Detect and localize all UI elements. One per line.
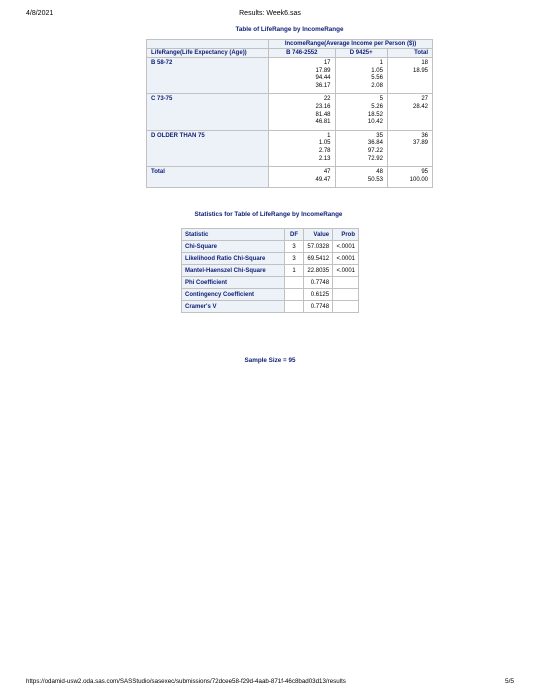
stats-row [182,289,359,301]
crosstab-cell-value: 18.52 [367,111,383,118]
crosstab-cell-value: 22 [323,96,331,103]
stats-cell: 57.0328 [304,241,333,253]
crosstab-cell [335,167,387,188]
stats-statistic-label: Mantel-Haenszel Chi-Square [182,265,285,277]
stats-cell: 22.8035 [304,265,333,277]
crosstab-cell-value: 94.44 [315,75,331,82]
stats-col-header: DF [285,229,304,241]
crosstab-cell-value: 27 [421,96,428,103]
crosstab-cell [387,58,432,94]
stats-cell: 3 [285,253,304,265]
crosstab-cell [387,94,432,130]
crosstab-cell-value: 49.47 [315,176,331,183]
crosstab-row-header: LifeRange(Life Expectancy (Age)) [147,49,269,58]
stats-cell: 0.7748 [304,277,333,289]
stats-cell: 0.6125 [304,289,333,301]
crosstab-cell-value: 28.42 [412,103,428,110]
crosstab-cell [269,94,335,130]
crosstab-title: Table of LifeRange by IncomeRange [235,26,344,33]
stats-col-header: Statistic [182,229,285,241]
crosstab-cell [335,94,387,130]
crosstab-cell-value: 36 [421,132,428,139]
crosstab-col-header: D 9425+ [335,49,387,58]
stats-row [182,241,359,253]
crosstab-cell-value: 97.22 [367,147,383,154]
crosstab-cell-value: 95 [421,169,428,176]
crosstab-cell-value: 10.42 [367,119,383,126]
crosstab-cell-value: 2.08 [371,82,383,89]
stats-cell: 69.5412 [304,253,333,265]
crosstab-cell [387,130,432,166]
crosstab-row-label: D OLDER THAN 75 [147,130,269,166]
crosstab-cell-value: 17.89 [315,67,331,74]
stats-cell [285,289,304,301]
stats-cell [333,289,359,301]
stats-title: Statistics for Table of LifeRange by IncomeRange [194,211,343,218]
crosstab-cell-value: 5 [379,96,383,103]
stats-table [181,228,359,313]
crosstab-cell-value: 1.05 [318,140,331,147]
crosstab-row [147,167,433,188]
stats-statistic-label: Contingency Coefficient [182,289,285,301]
stats-statistic-label: Chi-Square [182,241,285,253]
crosstab-cell-value: 23.16 [315,103,331,110]
crosstab-section [146,26,433,188]
crosstab-corner [147,40,269,49]
crosstab-cell-value: 47 [323,169,331,176]
stats-cell: 3 [285,241,304,253]
crosstab-col-group: IncomeRange(Average Income per Person ($)) [269,40,433,49]
crosstab-cell-value: 18 [421,60,428,66]
crosstab-cell-value: 100.00 [409,176,428,183]
crosstab-cell-value: 5.26 [371,103,383,110]
stats-statistic-label: Phi Coefficient [182,277,285,289]
sample-size: Sample Size = 95 [244,357,296,364]
crosstab-cell-value: 35 [376,132,383,139]
crosstab-cell-value: 17 [323,60,331,66]
stats-section [181,211,359,313]
crosstab-cell-value: 2.13 [318,155,331,162]
crosstab-cell-value: 37.89 [412,140,428,147]
stats-cell [333,301,359,313]
stats-statistic-label: Cramer's V [182,301,285,313]
page-number: 5/5 [504,678,514,685]
stats-cell [333,277,359,289]
page-title: Results: Week6.sas [239,10,301,17]
crosstab-col-header: B 746-2552 [269,49,335,58]
page-date: 4/8/2021 [26,10,54,17]
crosstab-cell [335,58,387,94]
crosstab-cell-value: 2.78 [318,147,331,154]
stats-cell [285,277,304,289]
stats-row [182,277,359,289]
crosstab-cell-value: 72.92 [367,155,383,162]
crosstab-row [147,130,433,166]
crosstab-cell-value: 81.48 [315,111,331,118]
stats-col-header: Value [304,229,333,241]
crosstab-cell-value: 36.84 [367,140,383,147]
stats-cell: <.0001 [333,265,359,277]
page-url: https://odamid-usw2.oda.sas.com/SASStudio/sasexec/submissions/72dcee58-f29d-4aab-871f-46c8bad03d13/results [26,678,346,685]
stats-cell: 1 [285,265,304,277]
crosstab-cell [269,130,335,166]
stats-statistic-label: Likelihood Ratio Chi-Square [182,253,285,265]
crosstab-cell [269,167,335,188]
crosstab-cell-value: 18.95 [412,67,428,74]
crosstab-cell-value: 50.53 [367,176,383,183]
crosstab-cell [387,167,432,188]
stats-cell: <.0001 [333,241,359,253]
crosstab-row-label: C 73-75 [147,94,269,130]
crosstab-row [147,58,433,94]
crosstab-row [147,94,433,130]
crosstab-col-header: Total [387,49,432,58]
crosstab-row-label: B 58-72 [147,58,269,94]
stats-row [182,301,359,313]
stats-col-header: Prob [333,229,359,241]
crosstab-row-label: Total [147,167,269,188]
crosstab-cell [269,58,335,94]
crosstab-cell-value: 36.17 [315,82,331,89]
crosstab-cell-value: 1 [327,132,331,139]
crosstab-cell-value: 1 [379,60,383,66]
stats-row [182,265,359,277]
crosstab-cell [335,130,387,166]
crosstab-table [146,39,433,188]
stats-cell: <.0001 [333,253,359,265]
crosstab-cell-value: 46.81 [315,119,331,126]
crosstab-cell-value: 48 [376,169,383,176]
crosstab-cell-value: 1.05 [371,67,383,74]
crosstab-cell-value: 5.56 [371,75,383,82]
stats-cell: 0.7748 [304,301,333,313]
stats-cell [285,301,304,313]
stats-row [182,253,359,265]
